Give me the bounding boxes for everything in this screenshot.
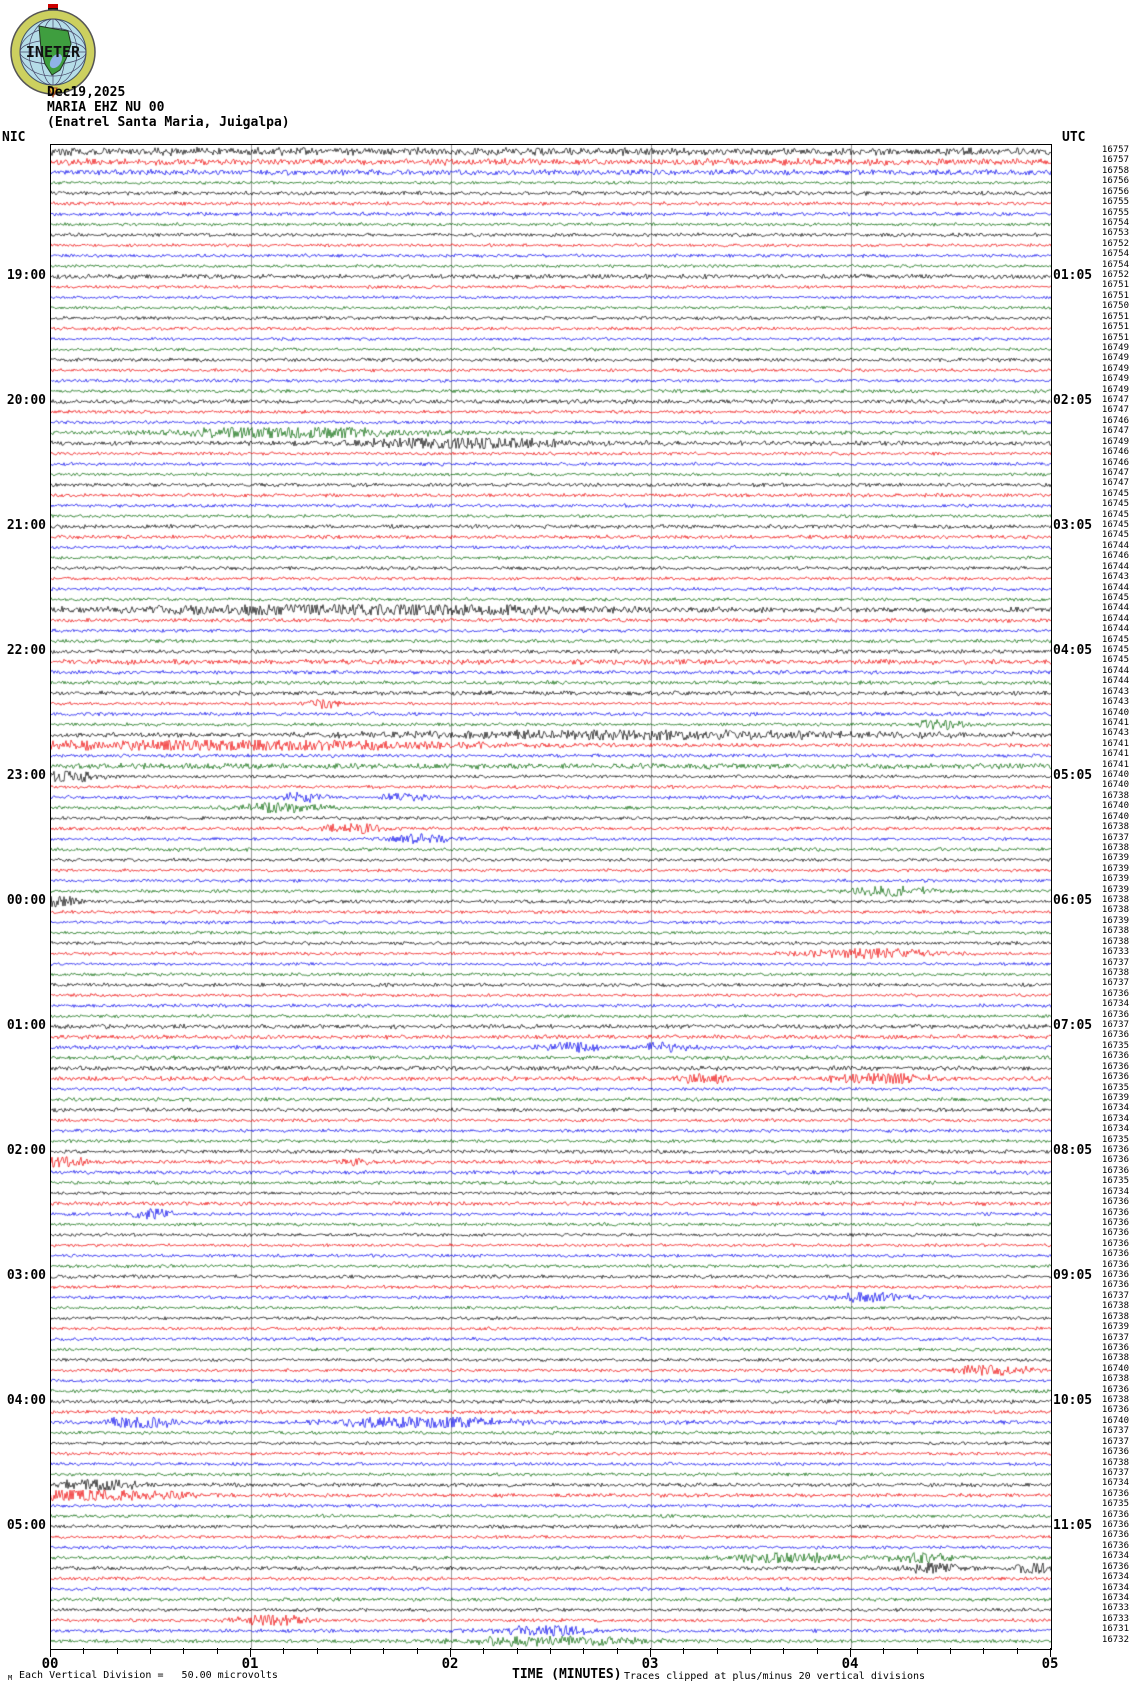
x-axis-tick <box>417 1648 418 1654</box>
trace-count: 16757 <box>1101 145 1129 155</box>
trace-count: 16744 <box>1101 676 1129 687</box>
right-hour-label: 07:05 <box>1053 1017 1093 1033</box>
trace-count: 16744 <box>1101 582 1129 593</box>
trace-count: 16738 <box>1101 842 1129 853</box>
trace-count: 16736 <box>1101 1561 1129 1572</box>
left-hour-label: 03:00 <box>6 1267 46 1283</box>
trace-count: 16734 <box>1101 1124 1129 1135</box>
left-hour-label: 01:00 <box>6 1017 46 1033</box>
trace-count: 16735 <box>1101 1499 1129 1510</box>
trace-count: 16751 <box>1101 332 1129 343</box>
trace-count: 16735 <box>1101 1082 1129 1093</box>
trace-count: 16733 <box>1101 1603 1129 1614</box>
x-axis-tick-label: 04 <box>841 1656 859 1672</box>
x-axis-tick <box>683 1648 684 1654</box>
x-axis-tick <box>83 1648 84 1654</box>
trace-count: 16735 <box>1101 1134 1129 1145</box>
trace-count: 16738 <box>1101 936 1129 947</box>
ineter-logo <box>8 4 98 98</box>
trace-count: 16736 <box>1101 1217 1129 1228</box>
right-hour-label: 06:05 <box>1053 892 1093 908</box>
trace-count: 16736 <box>1101 1259 1129 1270</box>
trace-count: 16741 <box>1101 759 1129 770</box>
trace-count: 16752 <box>1101 238 1129 249</box>
trace-count: 16736 <box>1101 1447 1129 1458</box>
trace-count: 16736 <box>1101 1072 1129 1083</box>
trace-count: 16738 <box>1101 895 1129 906</box>
trace-count: 16741 <box>1101 717 1129 728</box>
trace-count: 16737 <box>1101 1332 1129 1343</box>
trace-count: 16736 <box>1101 1061 1129 1072</box>
trace-count: 16734 <box>1101 1582 1129 1593</box>
trace-count: 16736 <box>1101 1530 1129 1541</box>
trace-count: 16740 <box>1101 801 1129 812</box>
trace-count: 16736 <box>1101 1249 1129 1260</box>
right-hour-label: 01:05 <box>1053 267 1093 283</box>
trace-count: 16743 <box>1101 572 1129 583</box>
trace-count: 16747 <box>1101 478 1129 489</box>
trace-count: 16743 <box>1101 686 1129 697</box>
left-hour-label: 20:00 <box>6 392 46 408</box>
trace-count: 16752 <box>1101 270 1129 280</box>
trace-count: 16734 <box>1101 1113 1129 1124</box>
trace-count: 16747 <box>1101 426 1129 437</box>
trace-count: 16736 <box>1101 1009 1129 1020</box>
trace-count: 16736 <box>1101 1520 1129 1531</box>
trace-count: 16745 <box>1101 520 1129 530</box>
trace-count: 16737 <box>1101 1020 1129 1031</box>
left-hour-label: 23:00 <box>6 767 46 783</box>
trace-count: 16739 <box>1101 1092 1129 1103</box>
trace-count: 16746 <box>1101 415 1129 426</box>
x-axis-tick <box>283 1648 284 1654</box>
trace-count: 16746 <box>1101 447 1129 458</box>
trace-count: 16745 <box>1101 634 1129 645</box>
x-axis-tick <box>783 1648 784 1654</box>
x-axis-tick <box>183 1648 184 1654</box>
trace-count: 16740 <box>1101 770 1129 781</box>
trace-count: 16746 <box>1101 457 1129 468</box>
trace-count: 16744 <box>1101 561 1129 572</box>
trace-count: 16737 <box>1101 978 1129 989</box>
trace-count: 16737 <box>1101 1426 1129 1437</box>
trace-count: 16734 <box>1101 1592 1129 1603</box>
trace-count: 16739 <box>1101 863 1129 874</box>
trace-count: 16741 <box>1101 738 1129 749</box>
trace-count: 16744 <box>1101 540 1129 551</box>
trace-count: 16745 <box>1101 592 1129 603</box>
trace-count: 16737 <box>1101 832 1129 843</box>
right-hour-label: 02:05 <box>1053 392 1093 408</box>
trace-count: 16735 <box>1101 1040 1129 1051</box>
trace-count: 16751 <box>1101 322 1129 333</box>
header-station: MARIA EHZ NU 00 <box>47 100 165 115</box>
trace-count: 16736 <box>1101 988 1129 999</box>
trace-count: 16738 <box>1101 905 1129 916</box>
trace-count: 16756 <box>1101 186 1129 197</box>
x-axis-title: TIME (MINUTES) <box>512 1667 622 1682</box>
trace-count: 16739 <box>1101 915 1129 926</box>
left-hour-label: 04:00 <box>6 1392 46 1408</box>
vertical-division-note: Each Vertical Division = 50.00 microvolts <box>19 1670 278 1681</box>
right-hour-label: 10:05 <box>1053 1392 1093 1408</box>
trace-count: 16738 <box>1101 790 1129 801</box>
x-axis-tick <box>583 1648 584 1654</box>
left-hour-label: 05:00 <box>6 1517 46 1533</box>
trace-count: 16735 <box>1101 1176 1129 1187</box>
trace-count: 16738 <box>1101 1301 1129 1312</box>
trace-count: 16744 <box>1101 603 1129 614</box>
trace-count: 16741 <box>1101 749 1129 760</box>
trace-count: 16734 <box>1101 1551 1129 1562</box>
trace-count: 16736 <box>1101 1342 1129 1353</box>
trace-count: 16738 <box>1101 1353 1129 1364</box>
trace-count: 16745 <box>1101 509 1129 520</box>
trace-count: 16736 <box>1101 1051 1129 1062</box>
header-date: Dec19,2025 <box>47 85 126 100</box>
utc-label: UTC <box>1062 130 1086 145</box>
right-hour-label: 03:05 <box>1053 517 1093 533</box>
clip-note: Traces clipped at plus/minus 20 vertical divisions <box>624 1671 926 1682</box>
trace-count: 16738 <box>1101 1311 1129 1322</box>
right-hour-label: 05:05 <box>1053 767 1093 783</box>
trace-count: 16739 <box>1101 874 1129 885</box>
x-axis-tick <box>983 1648 984 1654</box>
trace-count: 16753 <box>1101 228 1129 239</box>
trace-count: 16739 <box>1101 853 1129 864</box>
trace-count: 16734 <box>1101 1103 1129 1114</box>
trace-count: 16736 <box>1101 1488 1129 1499</box>
trace-count: 16736 <box>1101 1280 1129 1291</box>
trace-count: 16736 <box>1101 1165 1129 1176</box>
trace-count: 16757 <box>1101 155 1129 166</box>
trace-count: 16740 <box>1101 707 1129 718</box>
x-axis-tick-label: 00 <box>41 1656 59 1672</box>
trace-count: 16733 <box>1101 947 1129 958</box>
trace-count: 16754 <box>1101 259 1129 270</box>
trace-count: 16740 <box>1101 1363 1129 1374</box>
trace-count: 16736 <box>1101 1238 1129 1249</box>
x-axis-tick <box>950 1648 951 1654</box>
logo-text: INETER <box>25 43 81 61</box>
trace-count: 16736 <box>1101 1270 1129 1281</box>
trace-count: 16736 <box>1101 1540 1129 1551</box>
trace-count: 16755 <box>1101 207 1129 218</box>
trace-count: 16736 <box>1101 1228 1129 1239</box>
local-timezone-label: NIC <box>2 130 26 145</box>
x-axis-tick <box>550 1648 551 1654</box>
left-hour-label: 19:00 <box>6 267 46 283</box>
trace-count: 16745 <box>1101 499 1129 510</box>
trace-count: 16736 <box>1101 1030 1129 1041</box>
x-axis-tick-label: 02 <box>441 1656 459 1672</box>
trace-count: 16740 <box>1101 1415 1129 1426</box>
trace-count: 16744 <box>1101 624 1129 635</box>
trace-count: 16749 <box>1101 353 1129 364</box>
x-axis-tick <box>350 1648 351 1654</box>
trace-count: 16744 <box>1101 613 1129 624</box>
x-axis-tick <box>717 1648 718 1654</box>
trace-count: 16734 <box>1101 1478 1129 1489</box>
trace-count: 16736 <box>1101 1145 1129 1156</box>
trace-count: 16740 <box>1101 780 1129 791</box>
trace-count: 16749 <box>1101 436 1129 447</box>
x-axis-tick <box>617 1648 618 1654</box>
logo-flag-red <box>48 4 58 8</box>
trace-count: 16738 <box>1101 926 1129 937</box>
trace-count: 16745 <box>1101 645 1129 656</box>
trace-count: 16746 <box>1101 551 1129 562</box>
trace-count: 16734 <box>1101 999 1129 1010</box>
trace-count: 16736 <box>1101 1155 1129 1166</box>
trace-count: 16736 <box>1101 1509 1129 1520</box>
corner-mark: M <box>8 1674 13 1682</box>
x-axis-tick-label: 03 <box>641 1656 659 1672</box>
trace-count: 16755 <box>1101 197 1129 208</box>
trace-count: 16745 <box>1101 655 1129 666</box>
trace-count: 16738 <box>1101 822 1129 833</box>
trace-count: 16754 <box>1101 249 1129 260</box>
x-axis-tick <box>217 1648 218 1654</box>
trace-count: 16738 <box>1101 967 1129 978</box>
x-axis-tick <box>883 1648 884 1654</box>
x-axis-tick <box>317 1648 318 1654</box>
trace-count: 16745 <box>1101 488 1129 499</box>
header-location: (Enatrel Santa Maria, Juigalpa) <box>47 115 290 130</box>
trace-count: 16731 <box>1101 1624 1129 1635</box>
trace-count: 16737 <box>1101 1436 1129 1447</box>
trace-count: 16747 <box>1101 395 1129 405</box>
right-hour-label: 09:05 <box>1053 1267 1093 1283</box>
trace-count: 16743 <box>1101 697 1129 708</box>
trace-count: 16738 <box>1101 1457 1129 1468</box>
trace-count: 16758 <box>1101 165 1129 176</box>
x-axis-tick <box>1017 1648 1018 1654</box>
trace-count: 16737 <box>1101 1467 1129 1478</box>
right-hour-label: 11:05 <box>1053 1517 1093 1533</box>
trace-count: 16747 <box>1101 405 1129 416</box>
trace-count: 16738 <box>1101 1395 1129 1406</box>
trace-count: 16743 <box>1101 728 1129 739</box>
x-axis-tick <box>383 1648 384 1654</box>
left-hour-label: 22:00 <box>6 642 46 658</box>
trace-count: 16737 <box>1101 957 1129 968</box>
x-axis-tick-label: 01 <box>241 1656 259 1672</box>
trace-count: 16749 <box>1101 374 1129 385</box>
x-axis-tick <box>117 1648 118 1654</box>
x-axis-tick-label: 05 <box>1041 1656 1059 1672</box>
trace-count: 16745 <box>1101 530 1129 541</box>
trace-count: 16736 <box>1101 1207 1129 1218</box>
trace-count: 16734 <box>1101 1186 1129 1197</box>
trace-count: 16736 <box>1101 1197 1129 1208</box>
x-axis-tick <box>517 1648 518 1654</box>
x-axis-tick <box>150 1648 151 1654</box>
trace-count: 16736 <box>1101 1405 1129 1416</box>
trace-count: 16732 <box>1101 1634 1129 1645</box>
trace-count: 16749 <box>1101 384 1129 395</box>
trace-count: 16754 <box>1101 217 1129 228</box>
trace-count: 16751 <box>1101 311 1129 322</box>
trace-count: 16756 <box>1101 176 1129 187</box>
x-axis-tick <box>917 1648 918 1654</box>
trace-count: 16750 <box>1101 301 1129 312</box>
x-axis-tick <box>750 1648 751 1654</box>
x-axis-tick <box>817 1648 818 1654</box>
trace-count: 16739 <box>1101 1322 1129 1333</box>
trace-count: 16737 <box>1101 1290 1129 1301</box>
trace-count: 16738 <box>1101 1374 1129 1385</box>
helicorder-plot <box>50 144 1052 1650</box>
trace-count: 16749 <box>1101 363 1129 374</box>
trace-count: 16744 <box>1101 665 1129 676</box>
trace-count: 16749 <box>1101 342 1129 353</box>
trace-count: 16736 <box>1101 1384 1129 1395</box>
x-axis-tick <box>483 1648 484 1654</box>
left-hour-label: 02:00 <box>6 1142 46 1158</box>
right-hour-label: 04:05 <box>1053 642 1093 658</box>
trace-count: 16733 <box>1101 1613 1129 1624</box>
trace-count: 16739 <box>1101 884 1129 895</box>
left-hour-label: 21:00 <box>6 517 46 533</box>
helicorder-canvas <box>51 145 1051 1649</box>
right-hour-label: 08:05 <box>1053 1142 1093 1158</box>
trace-count: 16751 <box>1101 290 1129 301</box>
trace-count: 16747 <box>1101 467 1129 478</box>
left-hour-label: 00:00 <box>6 892 46 908</box>
trace-count: 16740 <box>1101 811 1129 822</box>
trace-count: 16734 <box>1101 1572 1129 1583</box>
trace-count: 16751 <box>1101 280 1129 291</box>
